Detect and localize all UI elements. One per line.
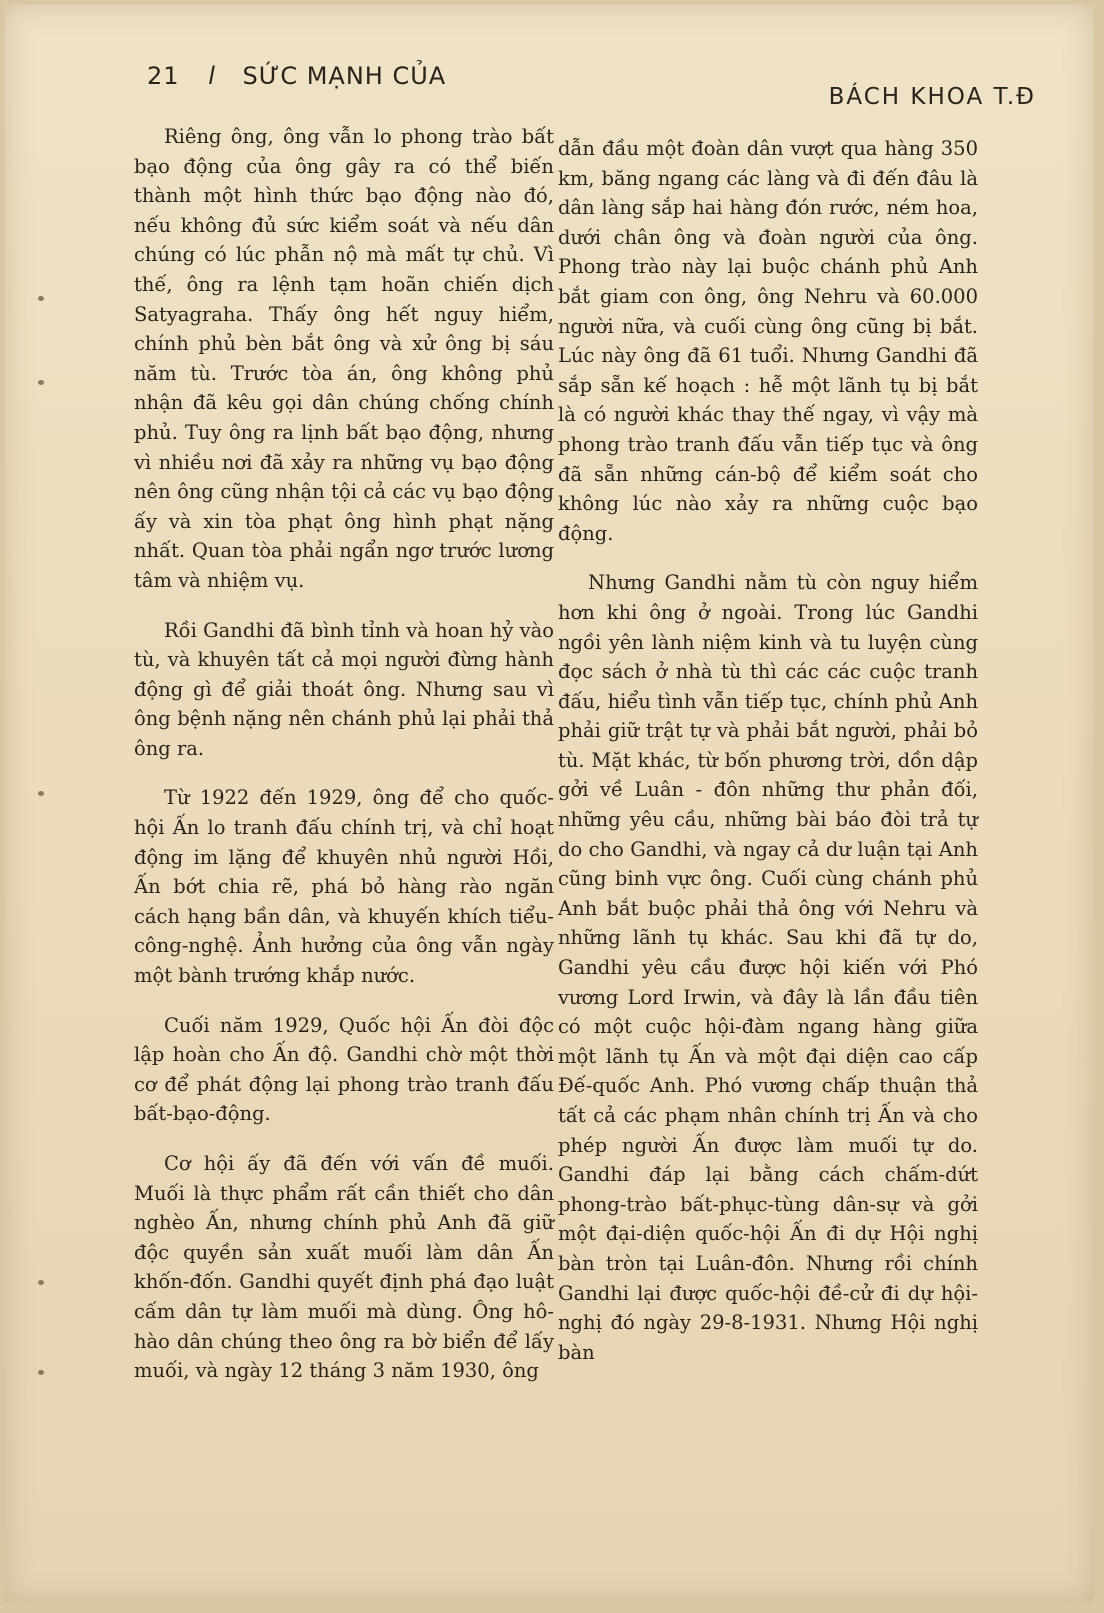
paragraph: Cuối năm 1929, Quốc hội Ấn đòi độc lập hoàn cho Ấn độ. Gandhi chờ một thời cơ để phát động lại phong trào tranh đấu bất-bạo-động. [134,1013,554,1126]
running-title: SỨC MẠNH CỦA [242,62,447,90]
paragraph: Riêng ông, ông vẫn lo phong trào bất bạo động của ông gây ra có thể biến thành một hình thức bạo động nào đó, nếu không đủ sức kiểm soát và nếu dân chúng có lúc phẫn nộ mà mất tự chủ. Vì thế, ông ra lệnh tạm hoãn chiến dịch Satyagraha. Thấy ông hết nguy hiểm, chính phủ bèn bắt ông và xử ông bị sáu năm tù. Trước tòa án, ông không phủ nhận đã kêu gọi dân chúng chống chính phủ. Tuy ông ra lịnh bất bạo động, nhưng vì nhiều nơi đã xảy ra những vụ bạo động nên ông cũng nhận tội cả các vụ bạo động ấy và xin tòa phạt ông hình phạt nặng nhất. Quan tòa phải ngẩn ngơ trước lương tâm và nhiệm vụ. [134,125,554,592]
paragraph: Rồi Gandhi đã bình tỉnh và hoan hỷ vào tù, và khuyên tất cả mọi người đừng hành động gì để giải thoát ông. Nhưng sau vì ông bệnh nặng nên chánh phủ lại phải thả ông ra. [134,618,554,760]
right-column [558,134,978,1387]
binding-hole-mark [38,1280,44,1285]
paragraph: Từ 1922 đến 1929, ông để cho quốc-hội Ấn lo tranh đấu chính trị, và chỉ hoạt động im lặng để khuyên nhủ người Hồi, Ấn bớt chia rẽ, phá bỏ hàng rào ngăn cách hạng bần dân, và khuyến khích tiểu-công-nghệ. Ảnh hưởng của ông vẫn ngày một bành trướng khắp nước. [134,786,554,988]
binding-hole-mark [38,296,44,301]
binding-hole-mark [38,380,44,385]
header-separator: l [208,62,216,90]
binding-hole-mark [38,1370,44,1375]
page-number: 21 [147,62,180,90]
header-left [147,62,446,90]
page-header [147,56,1036,110]
publication-name: BÁCH KHOA T.Đ [828,84,1036,110]
left-column [134,122,554,1406]
paragraph: Cơ hội ấy đã đến với vấn đề muối. Muối là thực phẩm rất cần thiết cho dân nghèo Ấn, nhưng chính phủ Anh đã giữ độc quyền sản xuất muối làm dân Ấn khốn-đốn. Gandhi quyết định phá đạo luật cấm dân tự làm muối mà dùng. Ông hô-hào dân chúng theo ông ra bờ biển để lấy muối, và ngày 12 tháng 3 năm 1930, ông [134,1152,554,1383]
binding-hole-mark [38,791,44,796]
paragraph-continued: dẫn đầu một đoàn dân vượt qua hàng 350 km, băng ngang các làng và đi đến đâu là dân làng sắp hai hàng đón rước, ném hoa, dưới chân ông và đoàn người của ông. Phong trào này lại buộc chánh phủ Anh bắt giam con ông, ông Nehru và 60.000 người nữa, và cuối cùng ông cũng bị bắt. Lúc này ông đã 61 tuổi. Nhưng Gandhi đã sắp sẵn kế hoạch : hễ một lãnh tụ bị bắt là có người khác thay thế ngay, vì vậy mà phong trào tranh đấu vẫn tiếp tục và ông đã sẵn những cán-bộ để kiểm soát cho không lúc nào xảy ra những cuộc bạo động. [558,137,978,545]
scanned-page [4,4,1094,1602]
paragraph: Nhưng Gandhi nằm tù còn nguy hiểm hơn khi ông ở ngoài. Trong lúc Gandhi ngồi yên lành niệm kinh và tu luyện cùng đọc sách ở nhà tù thì các các cuộc tranh đấu, hiểu tình vẫn tiếp tục, chính phủ Anh phải giữ trật tự và phải bắt người, phải bỏ tù. Mặt khác, từ bốn phương trời, dồn dập gởi về Luân - đôn những thư phản đối, những yêu cầu, những bài báo đòi trả tự do cho Gandhi, và ngay cả dư luận tại Anh cũng binh vực ông. Cuối cùng chánh phủ Anh bắt buộc phải thả ông với Nehru và những lãnh tụ khác. Sau khi đã tự do, Gandhi yêu cầu được hội kiến với Phó vương Lord Irwin, và đây là lần đầu tiên có một cuộc hội-đàm ngang hàng giữa một lãnh tụ Ấn và một đại diện cao cấp Đế-quốc Anh. Phó vương chấp thuận thả tất cả các phạm nhân chính trị Ấn và cho phép người Ấn được làm muối tự do. Gandhi đáp lại bằng cách chấm-dứt phong-trào bất-phục-tùng dân-sự và gởi một đại-diện quốc-hội Ấn đi dự Hội nghị bàn tròn tại Luân-đôn. Nhưng rồi chính Gandhi lại được quốc-hội đề-cử đi dự hội-nghị đó ngày 29-8-1931. Nhưng Hội nghị bàn [558,571,978,1364]
